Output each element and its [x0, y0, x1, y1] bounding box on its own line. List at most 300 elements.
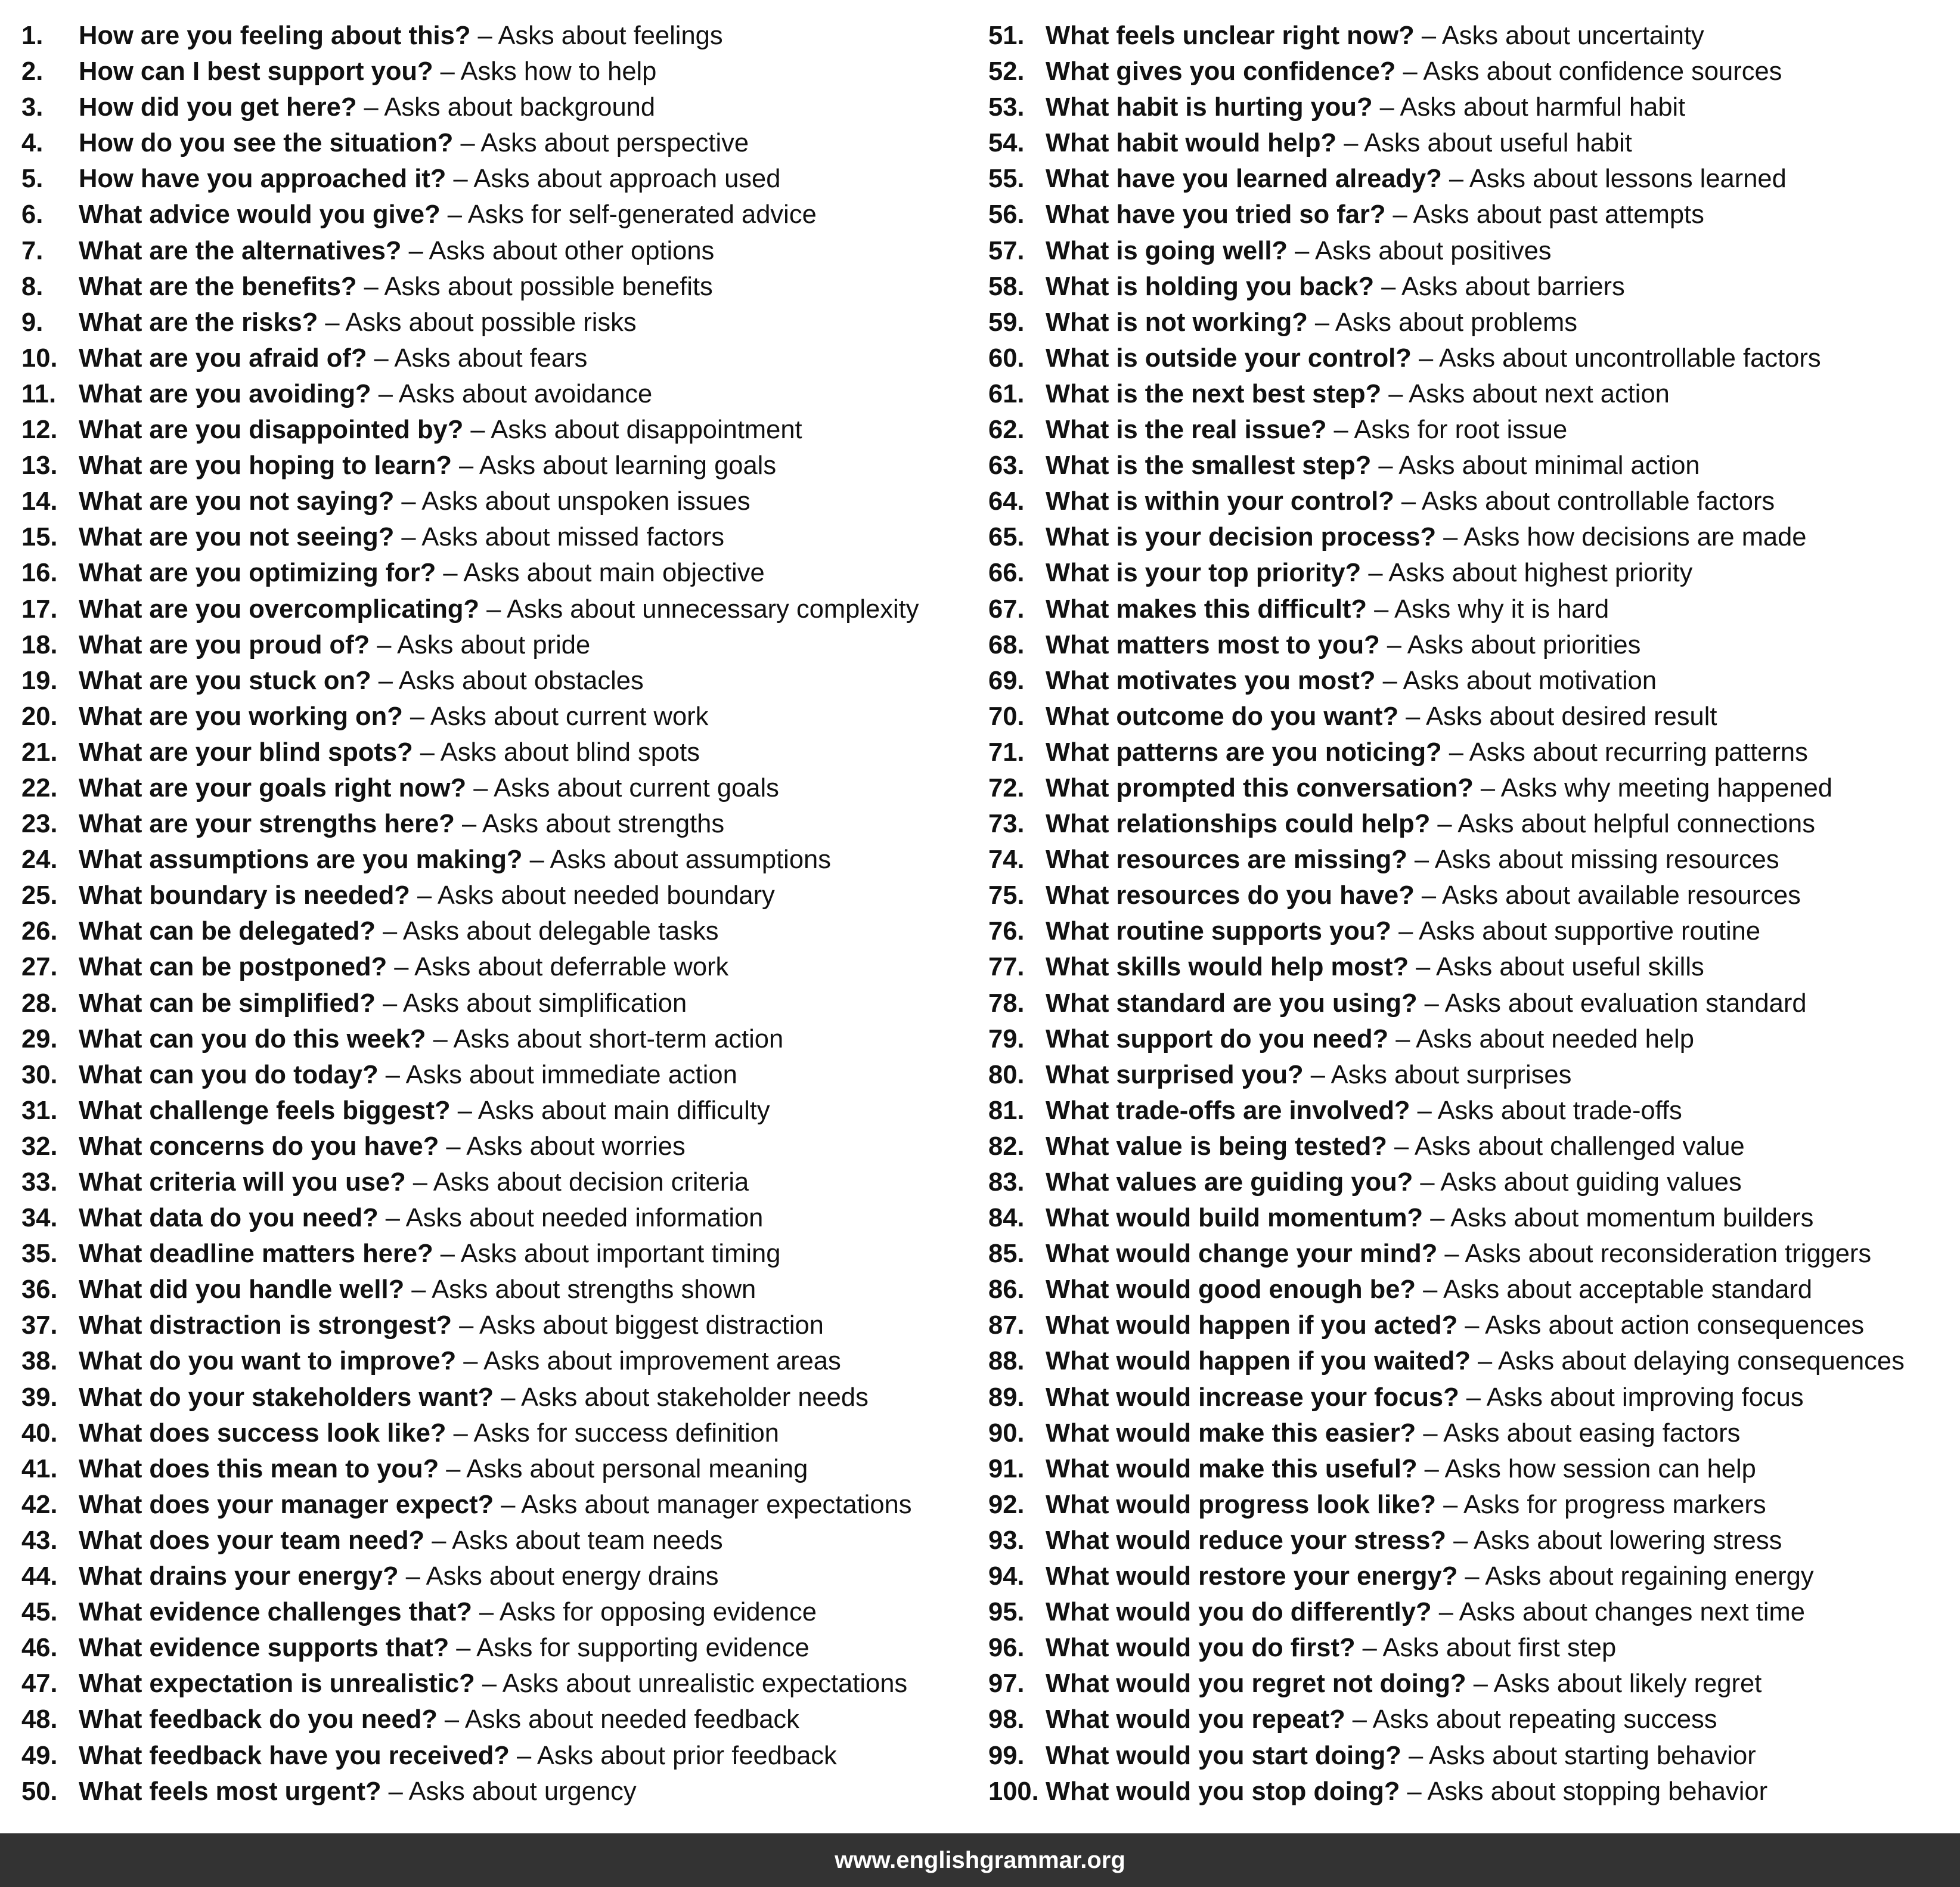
item-question: What would change your mind? [1046, 1240, 1438, 1269]
item-text [79, 806, 724, 842]
item-description: Asks how to help [460, 57, 657, 86]
item-text [79, 1343, 841, 1379]
list-item [21, 1774, 963, 1809]
item-text [1046, 1307, 1864, 1343]
item-description: Asks about needed help [1416, 1024, 1694, 1054]
list-item [21, 412, 963, 448]
item-text [1046, 1164, 1742, 1200]
item-separator: – [1438, 1598, 1453, 1627]
item-text [1046, 555, 1692, 591]
list-item [988, 1558, 1954, 1594]
item-separator: – [1477, 1347, 1493, 1376]
item-number: 43. [21, 1526, 58, 1555]
item-description: Asks about recurring patterns [1469, 738, 1808, 767]
item-separator: – [374, 343, 389, 373]
item-number: 55. [988, 165, 1025, 194]
item-separator: – [1430, 1204, 1445, 1233]
item-description: Asks about learning goals [479, 451, 777, 481]
list-item [21, 376, 963, 412]
item-question: How are you feeling about this? [79, 21, 471, 50]
item-separator: – [1395, 1024, 1410, 1054]
item-description: Asks about repeating success [1372, 1705, 1717, 1734]
item-text [79, 949, 728, 985]
list-item [988, 1057, 1954, 1093]
list-item [988, 878, 1954, 913]
item-text [79, 1558, 718, 1594]
item-number: 29. [21, 1024, 58, 1054]
item-description: Asks about approach used [473, 165, 781, 194]
list-item [988, 1738, 1954, 1774]
item-description: Asks about trade-offs [1437, 1096, 1682, 1125]
item-number: 24. [21, 845, 58, 875]
item-text [1046, 519, 1807, 555]
item-number: 56. [988, 200, 1025, 230]
item-question: What would you regret not doing? [1046, 1669, 1466, 1699]
item-separator: – [1443, 1490, 1458, 1519]
item-description: Asks about helpful connections [1457, 810, 1815, 839]
list-item [988, 89, 1954, 125]
item-separator: – [417, 881, 432, 910]
item-description: Asks why meeting happened [1500, 773, 1832, 802]
item-separator: – [383, 917, 398, 946]
item-separator: – [446, 1454, 461, 1483]
item-text [79, 735, 700, 770]
item-separator: – [388, 1777, 403, 1806]
item-text [1046, 448, 1700, 484]
item-separator: – [1443, 523, 1458, 552]
item-number: 63. [988, 451, 1025, 481]
item-separator: – [1310, 1060, 1325, 1089]
item-question: What habit would help? [1046, 129, 1337, 158]
item-description: Asks about needed boundary [437, 881, 775, 910]
item-text [1046, 627, 1640, 663]
list-item [988, 1307, 1954, 1343]
item-question: What did you handle well? [79, 1275, 405, 1305]
list-item [21, 1272, 963, 1307]
item-description: Asks about needed information [405, 1204, 764, 1233]
item-description: Asks why it is hard [1394, 594, 1609, 624]
item-question: What are you optimizing for? [79, 559, 436, 588]
item-number: 62. [988, 416, 1025, 445]
item-description: Asks about stopping behavior [1427, 1777, 1768, 1806]
item-text [1046, 842, 1779, 878]
item-separator: – [1379, 93, 1394, 122]
item-separator: – [1374, 594, 1389, 624]
item-text [79, 842, 831, 878]
item-question: What can be delegated? [79, 917, 376, 946]
item-description: Asks about lessons learned [1469, 165, 1787, 194]
item-text [79, 627, 590, 663]
item-description: Asks about unrealistic expectations [502, 1669, 908, 1699]
item-separator: – [1420, 1168, 1435, 1197]
item-number: 42. [21, 1490, 58, 1519]
item-separator: – [501, 1383, 516, 1412]
item-separator: – [477, 21, 492, 50]
item-text [79, 1594, 817, 1630]
list-item [21, 1129, 963, 1164]
footer-url: www.englishgrammar.org [835, 1846, 1125, 1873]
item-description: Asks for opposing evidence [499, 1598, 817, 1627]
list-item [988, 125, 1954, 161]
item-number: 20. [21, 702, 58, 731]
list-item [21, 806, 963, 842]
list-item [988, 1702, 1954, 1737]
item-text [79, 986, 687, 1021]
list-item [988, 663, 1954, 699]
item-separator: – [463, 1347, 478, 1376]
item-number: 53. [988, 93, 1025, 122]
item-text [79, 269, 713, 305]
item-text [79, 591, 919, 627]
item-number: 44. [21, 1562, 58, 1591]
item-number: 90. [988, 1418, 1025, 1448]
item-question: What can you do today? [79, 1060, 379, 1089]
item-separator: – [1423, 1418, 1438, 1448]
item-question: What would make this useful? [1046, 1454, 1418, 1483]
item-text [1046, 1774, 1767, 1809]
item-description: Asks about worries [466, 1132, 686, 1161]
item-number: 81. [988, 1096, 1025, 1125]
item-question: What are you not seeing? [79, 523, 395, 552]
item-question: What value is being tested? [1046, 1132, 1387, 1161]
item-separator: – [401, 523, 416, 552]
item-text [79, 1164, 749, 1200]
item-number: 27. [21, 953, 58, 982]
item-question: What patterns are you noticing? [1046, 738, 1442, 767]
item-text [79, 770, 779, 806]
item-question: What would happen if you waited? [1046, 1347, 1471, 1376]
item-text [1046, 1702, 1717, 1737]
list-item [988, 1021, 1954, 1057]
list-item [988, 1774, 1954, 1809]
item-separator: – [446, 1132, 461, 1161]
item-number: 66. [988, 559, 1025, 588]
item-text [1046, 233, 1552, 269]
list-item [21, 54, 963, 89]
item-question: What would happen if you acted? [1046, 1311, 1458, 1340]
item-description: Asks about confidence sources [1423, 57, 1782, 86]
item-number: 30. [21, 1060, 58, 1089]
item-number: 79. [988, 1024, 1025, 1054]
item-number: 98. [988, 1705, 1025, 1734]
item-question: What are you hoping to learn? [79, 451, 452, 481]
list-item [988, 842, 1954, 878]
item-number: 57. [988, 236, 1025, 265]
item-separator: – [1403, 57, 1418, 86]
list-item [21, 125, 963, 161]
list-item [988, 1236, 1954, 1272]
list-item [21, 591, 963, 627]
item-text [1046, 161, 1787, 197]
item-question: What are you avoiding? [79, 379, 371, 408]
list-item [21, 89, 963, 125]
item-question: What gives you confidence? [1046, 57, 1396, 86]
item-separator: – [453, 1418, 468, 1448]
list-item [21, 305, 963, 340]
item-question: How did you get here? [79, 93, 357, 122]
item-separator: – [1417, 1096, 1432, 1125]
list-item [988, 233, 1954, 269]
item-number: 8. [21, 272, 44, 301]
list-item [21, 1487, 963, 1523]
item-question: What are you working on? [79, 702, 403, 731]
item-question: What can you do this week? [79, 1024, 426, 1054]
item-text [1046, 1523, 1782, 1558]
item-description: Asks about evaluation standard [1444, 989, 1807, 1018]
item-text [79, 1702, 799, 1737]
item-number: 60. [988, 343, 1025, 373]
list-item [988, 1272, 1954, 1307]
item-number: 16. [21, 559, 58, 588]
item-description: Asks how decisions are made [1463, 523, 1807, 552]
item-number: 71. [988, 738, 1025, 767]
item-number: 2. [21, 57, 44, 86]
item-separator: – [1368, 559, 1383, 588]
list-item [21, 269, 963, 305]
item-question: How do you see the situation? [79, 129, 454, 158]
item-question: What would make this easier? [1046, 1418, 1416, 1448]
item-separator: – [1449, 738, 1463, 767]
list-item [988, 519, 1954, 555]
item-description: Asks about improving focus [1486, 1383, 1804, 1412]
item-question: What distraction is strongest? [79, 1311, 452, 1340]
list-item [21, 1200, 963, 1236]
list-item [21, 1343, 963, 1379]
list-item [988, 1343, 1954, 1379]
item-number: 28. [21, 989, 58, 1018]
item-description: Asks about lowering stress [1473, 1526, 1782, 1555]
item-separator: – [385, 1060, 400, 1089]
item-description: Asks about challenged value [1414, 1132, 1745, 1161]
item-question: How have you approached it? [79, 165, 446, 194]
item-description: Asks about main difficulty [477, 1096, 770, 1125]
item-question: What standard are you using? [1046, 989, 1418, 1018]
item-number: 73. [988, 810, 1025, 839]
item-separator: – [1382, 666, 1397, 695]
item-separator: – [410, 702, 425, 731]
item-question: What would you do differently? [1046, 1598, 1432, 1627]
list-item [988, 1666, 1954, 1702]
item-separator: – [470, 416, 485, 445]
list-item [21, 519, 963, 555]
item-description: Asks about surprises [1331, 1060, 1572, 1089]
item-text [1046, 1415, 1740, 1451]
item-text [1046, 1558, 1814, 1594]
item-question: What would you repeat? [1046, 1705, 1345, 1734]
item-description: Asks about main objective [463, 559, 765, 588]
item-text [79, 340, 587, 376]
list-item [988, 412, 1954, 448]
item-question: What matters most to you? [1046, 630, 1380, 659]
item-question: What values are guiding you? [1046, 1168, 1413, 1197]
item-description: Asks about delaying consequences [1497, 1347, 1905, 1376]
item-question: What would progress look like? [1046, 1490, 1436, 1519]
list-item [21, 1415, 963, 1451]
item-number: 4. [21, 129, 44, 158]
question-list-left [21, 18, 963, 1809]
item-number: 26. [21, 917, 58, 946]
item-separator: – [456, 1634, 471, 1663]
item-number: 70. [988, 702, 1025, 731]
item-question: What surprised you? [1046, 1060, 1304, 1089]
item-separator: – [405, 1562, 420, 1591]
item-description: Asks about available resources [1441, 881, 1801, 910]
list-item [988, 699, 1954, 735]
list-item [21, 699, 963, 735]
item-text [79, 555, 765, 591]
item-text [79, 1451, 808, 1487]
item-text [79, 18, 723, 54]
item-number: 22. [21, 773, 58, 802]
item-text [1046, 1594, 1805, 1630]
item-text [79, 1200, 763, 1236]
item-separator: – [1387, 630, 1401, 659]
item-text [79, 376, 652, 412]
item-description: Asks about perspective [480, 129, 749, 158]
item-number: 18. [21, 630, 58, 659]
list-item [21, 735, 963, 770]
item-number: 59. [988, 308, 1025, 337]
item-description: Asks about manager expectations [521, 1490, 912, 1519]
item-question: What concerns do you have? [79, 1132, 439, 1161]
item-question: What are your strengths here? [79, 810, 455, 839]
item-separator: – [364, 93, 379, 122]
list-item [21, 197, 963, 233]
list-item [988, 1200, 1954, 1236]
list-item [988, 54, 1954, 89]
item-number: 46. [21, 1634, 58, 1663]
item-description: Asks about highest priority [1388, 559, 1693, 588]
item-number: 78. [988, 989, 1025, 1018]
item-description: Asks about harmful habit [1400, 93, 1686, 122]
item-separator: – [433, 1024, 448, 1054]
item-question: What would restore your energy? [1046, 1562, 1458, 1591]
item-separator: – [377, 630, 392, 659]
item-question: What is your decision process? [1046, 523, 1437, 552]
list-item [988, 1523, 1954, 1558]
item-text [1046, 1093, 1682, 1129]
item-number: 67. [988, 594, 1025, 624]
item-description: Asks about momentum builders [1450, 1204, 1814, 1233]
item-text [1046, 89, 1685, 125]
list-item [21, 1630, 963, 1666]
item-description: Asks about first step [1382, 1634, 1617, 1663]
item-text [79, 305, 637, 340]
item-text [79, 412, 802, 448]
item-text [1046, 412, 1567, 448]
item-number: 21. [21, 738, 58, 767]
item-question: What does your manager expect? [79, 1490, 494, 1519]
item-question: What feedback have you received? [79, 1741, 510, 1770]
item-separator: – [1406, 702, 1421, 731]
item-text [1046, 54, 1782, 89]
list-item [988, 1129, 1954, 1164]
item-description: Asks about desired result [1426, 702, 1717, 731]
item-description: Asks for progress markers [1463, 1490, 1766, 1519]
item-question: What would reduce your stress? [1046, 1526, 1446, 1555]
item-question: What expectation is unrealistic? [79, 1669, 475, 1699]
item-separator: – [1388, 379, 1403, 408]
item-question: What evidence challenges that? [79, 1598, 472, 1627]
item-number: 86. [988, 1275, 1025, 1305]
item-separator: – [501, 1490, 516, 1519]
list-item [21, 1021, 963, 1057]
item-text [79, 1057, 737, 1093]
item-question: What support do you need? [1046, 1024, 1389, 1054]
item-description: Asks how session can help [1444, 1454, 1756, 1483]
item-description: Asks about missing resources [1434, 845, 1779, 875]
item-question: What motivates you most? [1046, 666, 1376, 695]
item-separator: – [1408, 1741, 1424, 1770]
item-separator: – [378, 379, 393, 408]
item-number: 68. [988, 630, 1025, 659]
item-description: Asks about missed factors [421, 523, 725, 552]
item-description: Asks about likely regret [1493, 1669, 1762, 1699]
item-number: 72. [988, 773, 1025, 802]
item-question: What boundary is needed? [79, 881, 410, 910]
item-text [79, 1307, 824, 1343]
item-number: 35. [21, 1240, 58, 1269]
item-number: 91. [988, 1454, 1025, 1483]
item-text [1046, 806, 1815, 842]
item-description: Asks about uncontrollable factors [1438, 343, 1821, 373]
item-number: 36. [21, 1275, 58, 1305]
item-number: 58. [988, 272, 1025, 301]
item-separator: – [1416, 953, 1431, 982]
item-text [1046, 1666, 1761, 1702]
list-item [21, 1666, 963, 1702]
item-separator: – [1424, 1454, 1439, 1483]
item-description: Asks about current work [430, 702, 709, 731]
item-separator: – [461, 810, 477, 839]
item-number: 19. [21, 666, 58, 695]
item-description: Asks about simplification [402, 989, 687, 1018]
list-item [988, 1487, 1954, 1523]
item-question: What outcome do you want? [1046, 702, 1399, 731]
item-number: 51. [988, 21, 1025, 50]
item-number: 15. [21, 523, 58, 552]
item-description: Asks about regaining energy [1485, 1562, 1814, 1591]
list-item [21, 1523, 963, 1558]
list-item [988, 448, 1954, 484]
item-description: Asks about possible benefits [384, 272, 713, 301]
item-separator: – [383, 989, 398, 1018]
item-number: 37. [21, 1311, 58, 1340]
item-separator: – [1424, 989, 1439, 1018]
item-number: 41. [21, 1454, 58, 1483]
item-question: What routine supports you? [1046, 917, 1391, 946]
item-description: Asks about strengths shown [432, 1275, 756, 1305]
item-separator: – [1465, 1311, 1480, 1340]
item-text [79, 913, 719, 949]
list-item [21, 1702, 963, 1737]
item-question: What criteria will you use? [79, 1168, 406, 1197]
item-question: What can be postponed? [79, 953, 387, 982]
list-item [21, 627, 963, 663]
item-separator: – [1423, 1275, 1438, 1305]
list-item [21, 448, 963, 484]
item-description: Asks about urgency [408, 1777, 637, 1806]
item-number: 14. [21, 487, 58, 516]
list-item [988, 770, 1954, 806]
list-item [21, 233, 963, 269]
item-description: Asks about starting behavior [1428, 1741, 1756, 1770]
item-question: What is your top priority? [1046, 559, 1362, 588]
item-separator: – [1449, 165, 1464, 194]
item-separator: – [443, 559, 458, 588]
item-text [1046, 484, 1775, 519]
item-question: What habit is hurting you? [1046, 93, 1373, 122]
